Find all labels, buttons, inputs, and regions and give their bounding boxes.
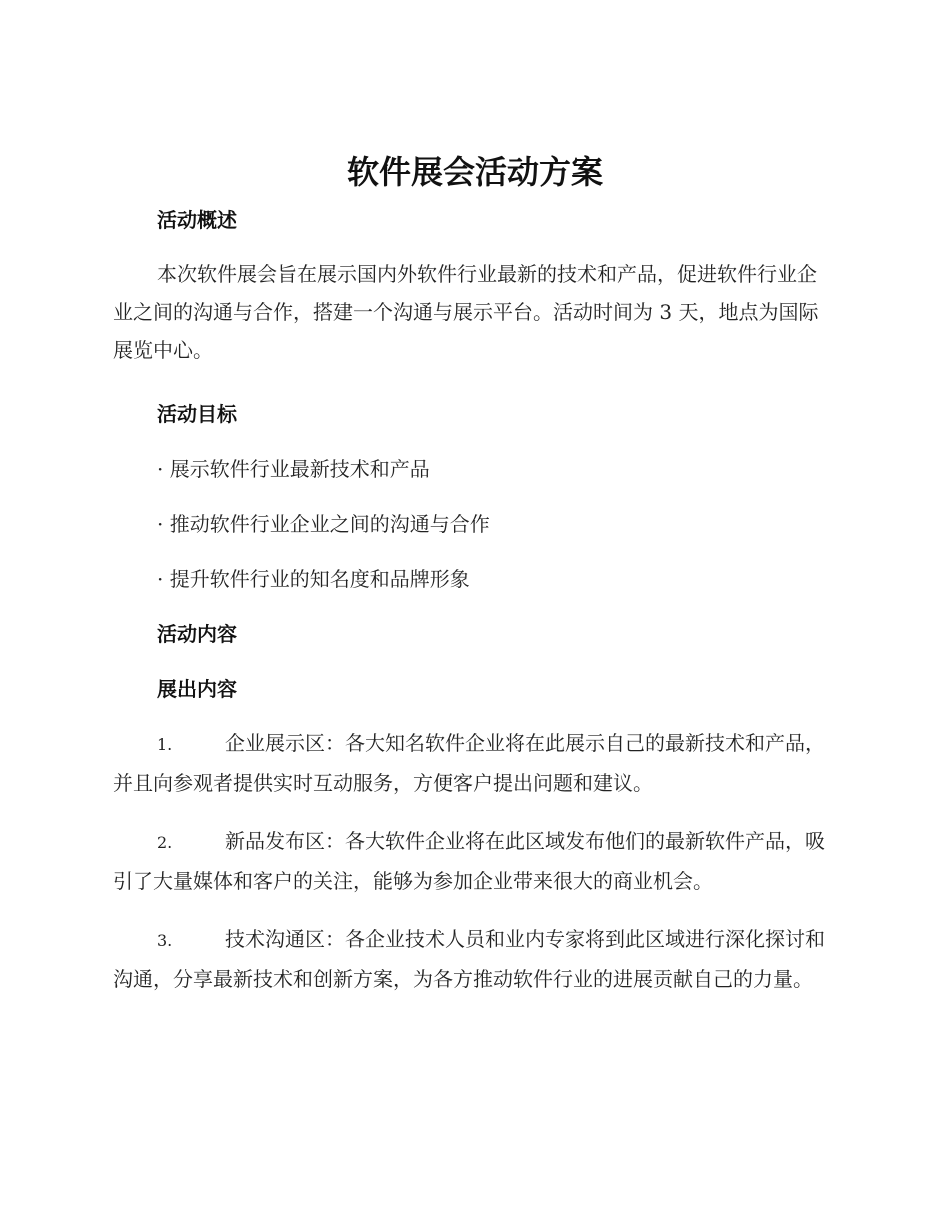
goal-item: · 提升软件行业的知名度和品牌形象: [157, 567, 470, 591]
item-text: 企业展示区：各大知名软件企业将在此展示自己的最新技术和产品，并且向参观者提供实时互动服务，方便客户提出问题和建议。: [113, 731, 825, 795]
item-number: 1.: [157, 735, 173, 754]
section-heading-content: 活动内容: [157, 622, 237, 646]
overview-paragraph: 本次软件展会旨在展示国内外软件行业最新的技术和产品，促进软件行业企业之间的沟通与合作，搭建一个沟通与展示平台。活动时间为 3 天，地点为国际展览中心。: [113, 262, 819, 362]
item-number: 2.: [157, 833, 173, 852]
exhibit-item: [113, 724, 833, 802]
exhibit-item: [113, 920, 833, 998]
exhibit-item: [113, 822, 833, 900]
document-title: 软件展会活动方案: [346, 153, 603, 191]
section-heading-overview: 活动概述: [157, 208, 237, 232]
section-heading-exhibit: 展出内容: [157, 677, 237, 701]
section-heading-goals: 活动目标: [157, 402, 237, 426]
goal-item: · 推动软件行业企业之间的沟通与合作: [157, 512, 490, 536]
goal-item: · 展示软件行业最新技术和产品: [157, 457, 430, 481]
item-number: 3.: [157, 931, 173, 950]
item-text: 新品发布区：各大软件企业将在此区域发布他们的最新软件产品，吸引了大量媒体和客户的关注，能够为参加企业带来很大的商业机会。: [113, 829, 825, 893]
item-text: 技术沟通区：各企业技术人员和业内专家将到此区域进行深化探讨和沟通，分享最新技术和创新方案，为各方推动软件行业的进展贡献自己的力量。: [113, 927, 825, 991]
